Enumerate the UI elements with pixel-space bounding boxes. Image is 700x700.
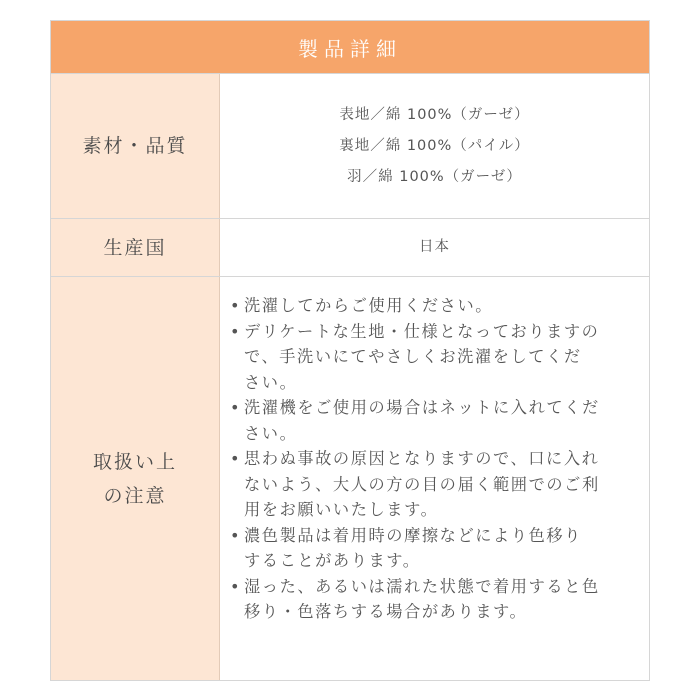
- row-label-origin: 生産国: [51, 219, 220, 276]
- material-line: 裏地／綿 100%（パイル）: [339, 137, 530, 154]
- bullet-icon: •: [230, 576, 242, 596]
- care-note: • 洗濯機をご使用の場合はネットに入れてくだ さい。: [230, 395, 640, 446]
- table-row-care: [51, 276, 649, 680]
- row-value-material: [220, 74, 649, 218]
- table-row-origin: [51, 218, 649, 276]
- material-line: 表地／綿 100%（ガーゼ）: [339, 106, 530, 123]
- table-header: [51, 21, 649, 73]
- care-notes-list: [230, 293, 640, 625]
- bullet-icon: •: [230, 449, 242, 468]
- row-value-origin: [220, 219, 649, 276]
- care-note: • 思わぬ事故の原因となりますので、口に入れ ないよう、大人の方の目の届く範囲でのご利 用をお願いいたします。: [230, 446, 640, 523]
- care-label-line: 取扱い上: [92, 450, 177, 473]
- row-label-material: 素材・品質: [51, 74, 220, 218]
- bullet-icon: •: [230, 296, 242, 315]
- bullet-icon: •: [230, 398, 242, 417]
- care-note: • 湿った、あるいは濡れた状態で着用すると色 移り・色落ちする場合があります。: [230, 574, 640, 625]
- table-title: 製品詳細: [298, 36, 402, 61]
- origin-value: 日本: [419, 239, 450, 255]
- care-note: • デリケートな生地・仕様となっておりますの で、手洗いにてやさしくお洗濯をしてくだ さい。: [230, 319, 640, 396]
- row-label-care: [51, 277, 220, 680]
- table-row-material: [51, 73, 649, 218]
- product-details-table: [50, 20, 650, 681]
- bullet-icon: •: [230, 525, 242, 545]
- care-label-line: の注意: [103, 484, 167, 507]
- care-note: • 洗濯してからご使用ください。: [230, 293, 640, 319]
- material-line: 羽／綿 100%（ガーゼ）: [347, 168, 522, 185]
- bullet-icon: •: [230, 321, 242, 341]
- care-note: • 濃色製品は着用時の摩擦などにより色移り することがあります。: [230, 523, 640, 574]
